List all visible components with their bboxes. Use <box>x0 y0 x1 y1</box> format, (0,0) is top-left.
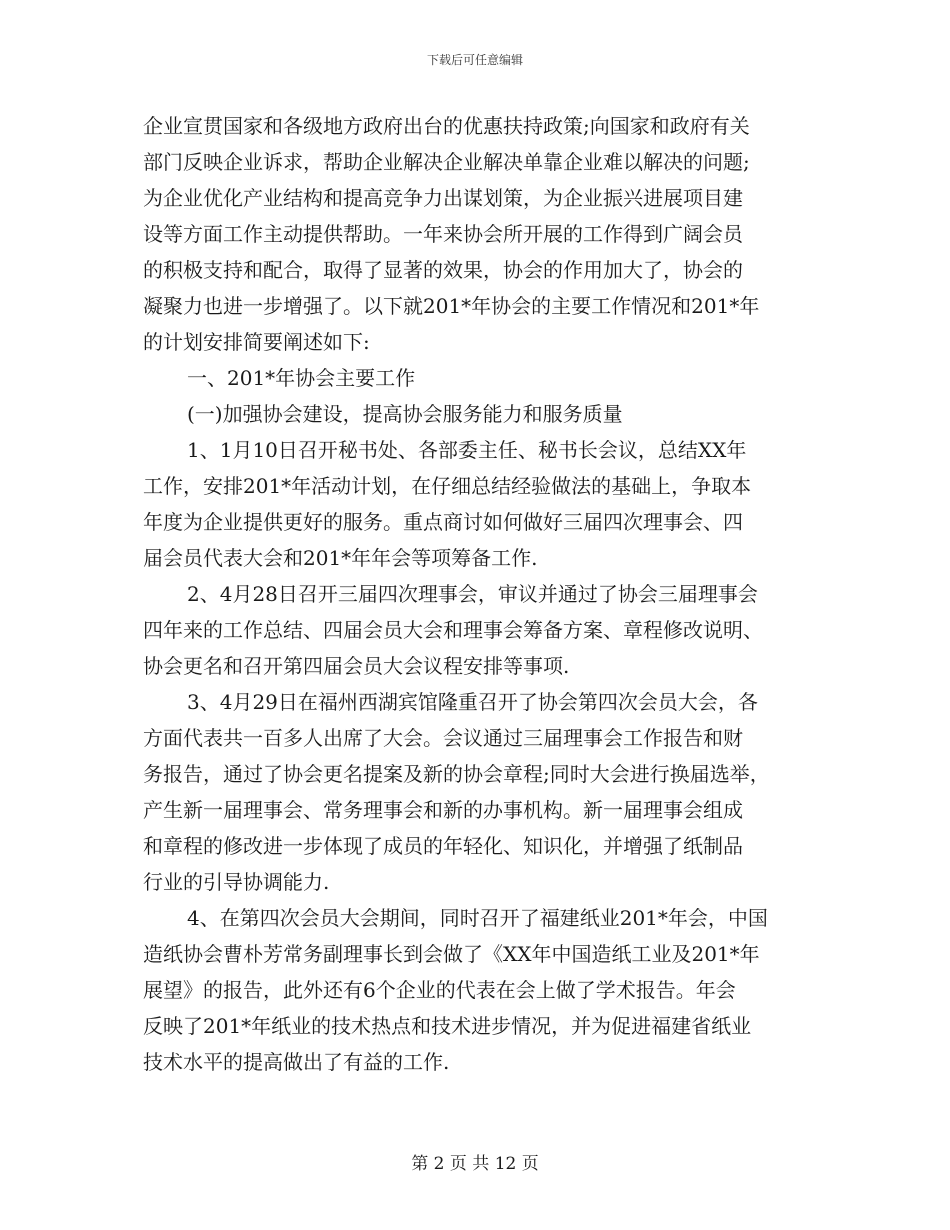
text-line: 行业的引导协调能力. <box>143 870 330 894</box>
text-line: 反映了201*年纸业的技术热点和技术进步情况，并为促进福建省纸业 <box>143 1014 752 1038</box>
text-line: 为企业优化产业结构和提高竞争力出谋划策，为企业振兴进展项目建 <box>143 186 743 210</box>
text-line: 和章程的修改进一步体现了成员的年轻化、知识化，并增强了纸制品 <box>143 834 743 858</box>
text-line: 企业宣贯国家和各级地方政府出台的优惠扶持政策;向国家和政府有关 <box>143 114 750 138</box>
text-line: 2、4月28日召开三届四次理事会，审议并通过了协会三届理事会 <box>187 582 758 606</box>
text-line: 届会员代表大会和201*年年会等项筹备工作. <box>143 546 538 570</box>
text-line: 技术水平的提高做出了有益的工作. <box>143 1050 450 1074</box>
text-line: 凝聚力也进一步增强了。以下就201*年协会的主要工作情况和201*年 <box>143 294 760 318</box>
text-line: 务报告，通过了协会更名提案及新的协会章程;同时大会进行换届选举， <box>143 762 770 786</box>
text-line: 的计划安排简要阐述如下: <box>143 330 370 354</box>
text-line: 方面代表共一百多人出席了大会。会议通过三届理事会工作报告和财 <box>143 726 743 750</box>
text-line: 4、在第四次会员大会期间，同时召开了福建纸业201*年会，中国 <box>187 906 768 930</box>
text-line: 一、201*年协会主要工作 <box>187 366 416 390</box>
text-line: 设等方面工作主动提供帮助。一年来协会所开展的工作得到广阔会员 <box>143 222 743 246</box>
text-line: 3、4月29日在福州西湖宾馆隆重召开了协会第四次会员大会，各 <box>187 690 758 714</box>
page-number: 第 2 页 共 12 页 <box>411 1154 539 1174</box>
text-line: 的积极支持和配合，取得了显著的效果，协会的作用加大了，协会的 <box>143 258 743 282</box>
page-header: 下载后可任意编辑 <box>426 53 523 67</box>
text-line: 部门反映企业诉求，帮助企业解决企业解决单靠企业难以解决的问题; <box>143 150 750 174</box>
text-line: 造纸协会曹朴芳常务副理事长到会做了《XX年中国造纸工业及201*年 <box>143 942 760 966</box>
text-line: 工作，安排201*年活动计划，在仔细总结经验做法的基础上，争取本 <box>143 474 752 498</box>
text-line: 四年来的工作总结、四届会员大会和理事会筹备方案、章程修改说明、 <box>143 618 763 642</box>
text-line: 展望》的报告，此外还有6个企业的代表在会上做了学术报告。年会 <box>143 978 736 1002</box>
document-body <box>143 108 823 1080</box>
text-line: 协会更名和召开第四届会员大会议程安排等事项. <box>143 654 570 678</box>
text-line: 产生新一届理事会、常务理事会和新的办事机构。新一届理事会组成 <box>143 798 743 822</box>
text-line: 年度为企业提供更好的服务。重点商讨如何做好三届四次理事会、四 <box>143 510 743 534</box>
text-line: (一)加强协会建设，提高协会服务能力和服务质量 <box>187 402 623 426</box>
text-line: 1、1月10日召开秘书处、各部委主任、秘书长会议，总结XX年 <box>187 438 747 462</box>
